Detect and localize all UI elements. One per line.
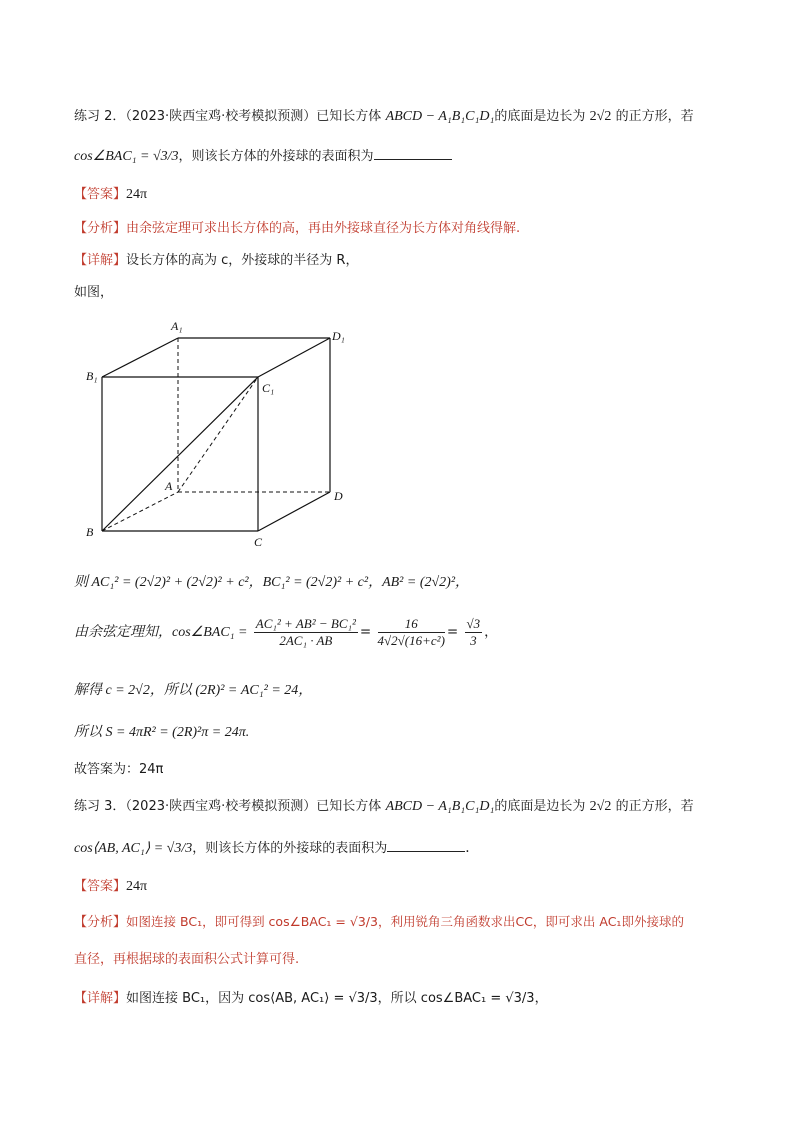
ex2-text-b: 的底面是边长为 xyxy=(494,109,586,124)
ex3-text-d: ，则该长方体的外接球的表面积为 xyxy=(192,841,388,856)
ex2-eq3-text: 解得 c = 2√2，所以 (2R)² = AC₁² = 24， xyxy=(74,683,313,698)
ex3-detail-tag: 【详解】 xyxy=(74,991,127,1006)
ex3-analysis-a: 如图连接 BC₁，即可得到 cos∠BAC₁ = √3/3，利用锐角三角函数求出CC，即可求出 AC₁即外接球的 xyxy=(126,914,684,929)
label-D1: D₁ xyxy=(332,329,345,343)
ex2-eq4 xyxy=(74,722,249,743)
edge-B1A1 xyxy=(102,338,178,377)
ex3-source: （2023·陕西宝鸡·校考模拟预测） xyxy=(125,799,317,814)
ex3-analysis-tag: 【分析】 xyxy=(74,915,127,930)
ex2-frac2 xyxy=(378,616,445,649)
edge-CD xyxy=(258,492,330,531)
ex3-detail-line xyxy=(74,988,548,1009)
ex2-source: （2023·陕西宝鸡·校考模拟预测） xyxy=(125,109,317,124)
label-C: C xyxy=(254,535,263,549)
label-A1: A₁ xyxy=(171,319,183,333)
ex2-frac3 xyxy=(465,616,483,649)
ex2-text-c: 的正方形，若 xyxy=(615,109,694,124)
ex3-answer: 24π xyxy=(126,879,148,894)
ex3-text-c: 的正方形，若 xyxy=(615,799,694,814)
ex2-answer-line xyxy=(74,184,147,205)
ex3-answer-tag: 【答案】 xyxy=(74,879,127,894)
ex2-frac2-den: 4√2√(16+c²) xyxy=(377,633,445,648)
edge-BC1 xyxy=(102,377,258,531)
ex2-analysis: 由余弦定理可求出长方体的高，再由外接球直径为长方体对角线得解. xyxy=(126,221,521,236)
ex3-condition: cos⟨AB, AC₁⟩ = √3/3 xyxy=(74,841,193,856)
ex3-prism: ABCD − A₁B₁C₁D₁ xyxy=(385,799,495,814)
ex2-final: 故答案为：24π xyxy=(74,762,164,777)
ex2-eq3 xyxy=(74,680,312,701)
ex2-answer: 24π xyxy=(126,187,148,202)
ex2-answer-blank xyxy=(374,147,452,160)
ex2-detail: 设长方体的高为 c，外接球的半径为 R， xyxy=(126,253,359,268)
label-C1: C₁ xyxy=(262,381,275,395)
ex2-frac3-den: 3 xyxy=(470,633,477,648)
ex2-frac1 xyxy=(254,616,358,649)
ex2-label: 练习 2． xyxy=(74,109,126,124)
ex2-analysis-line xyxy=(74,218,520,239)
ex2-eq1 xyxy=(74,572,469,593)
ex3-answer-blank xyxy=(387,839,465,852)
ex2-side: 2√2 xyxy=(589,109,612,124)
ex3-analysis-line1 xyxy=(74,912,684,933)
ex3-text-a: 已知长方体 xyxy=(316,799,382,814)
ex2-condition: cos∠BAC₁ = √3/3 xyxy=(74,149,179,164)
ex2-text-a: 已知长方体 xyxy=(316,109,382,124)
ex3-detail: 如图连接 BC₁，因为 cos⟨AB, AC₁⟩ = √3/3，所以 cos∠BAC₁ = √3/3， xyxy=(126,991,548,1006)
label-D: D xyxy=(334,489,343,503)
ex2-answer-tag: 【答案】 xyxy=(74,187,127,202)
cuboid-figure xyxy=(80,316,370,556)
label-B: B xyxy=(86,525,94,539)
ex2-prism: ABCD − A₁B₁C₁D₁ xyxy=(385,109,495,124)
ex2-frac1-den: 2AC₁ · AB xyxy=(279,633,333,648)
ex3-analysis-line2: 直径，再根据球的表面积公式计算可得. xyxy=(74,952,300,967)
ex2-analysis-tag: 【分析】 xyxy=(74,221,127,236)
ex2-frac3-num: √3 xyxy=(466,616,481,631)
ex2-eq4-text: 所以 S = 4πR² = (2R)²π = 24π. xyxy=(74,725,250,740)
edge-BA-hidden xyxy=(102,492,178,531)
ex2-eq2: 由余弦定理知，cos∠BAC₁ = $\frac{\text{AC₁² + AB² − BC₁²}}{\text{2AC₁ · AB}}$ = $\frac{16}{\text{4√2√(16+c²)}}$ = $\frac{√3}{3}$ ， xyxy=(74,616,498,648)
edge-AC1-hidden xyxy=(178,377,258,492)
ex2-question-line1 xyxy=(74,106,694,127)
edge-C1D1 xyxy=(258,338,330,377)
ex2-eq1-text: 则 AC₁² = (2√2)² + (2√2)² + c²，BC₁² = (2√2)² + c²，AB² = (2√2)²， xyxy=(74,575,470,590)
ex2-frac1-num: AC₁² + AB² − BC₁² xyxy=(255,616,356,631)
ex2-frac2-num: 16 xyxy=(378,616,445,633)
ex3-question-line1 xyxy=(74,796,694,817)
label-A: A xyxy=(165,479,173,493)
ex2-question-line2 xyxy=(74,146,452,167)
ex3-label: 练习 3． xyxy=(74,799,126,814)
ex2-eq2-prefix: 由余弦定理知，cos∠BAC₁ = xyxy=(74,625,248,640)
ex2-detail-line xyxy=(74,250,358,271)
ex3-side: 2√2 xyxy=(589,799,612,814)
ex2-as-figure: 如图， xyxy=(74,285,114,300)
ex3-answer-line xyxy=(74,876,147,897)
ex3-text-b: 的底面是边长为 xyxy=(494,799,586,814)
label-B1: B₁ xyxy=(86,369,98,383)
ex2-text-d: ，则该长方体的外接球的表面积为 xyxy=(178,149,374,164)
ex2-detail-tag: 【详解】 xyxy=(74,253,127,268)
ex3-question-line2: cos⟨AB, AC₁⟩ = √3/3，则该长方体的外接球的表面积为 . xyxy=(74,840,470,856)
